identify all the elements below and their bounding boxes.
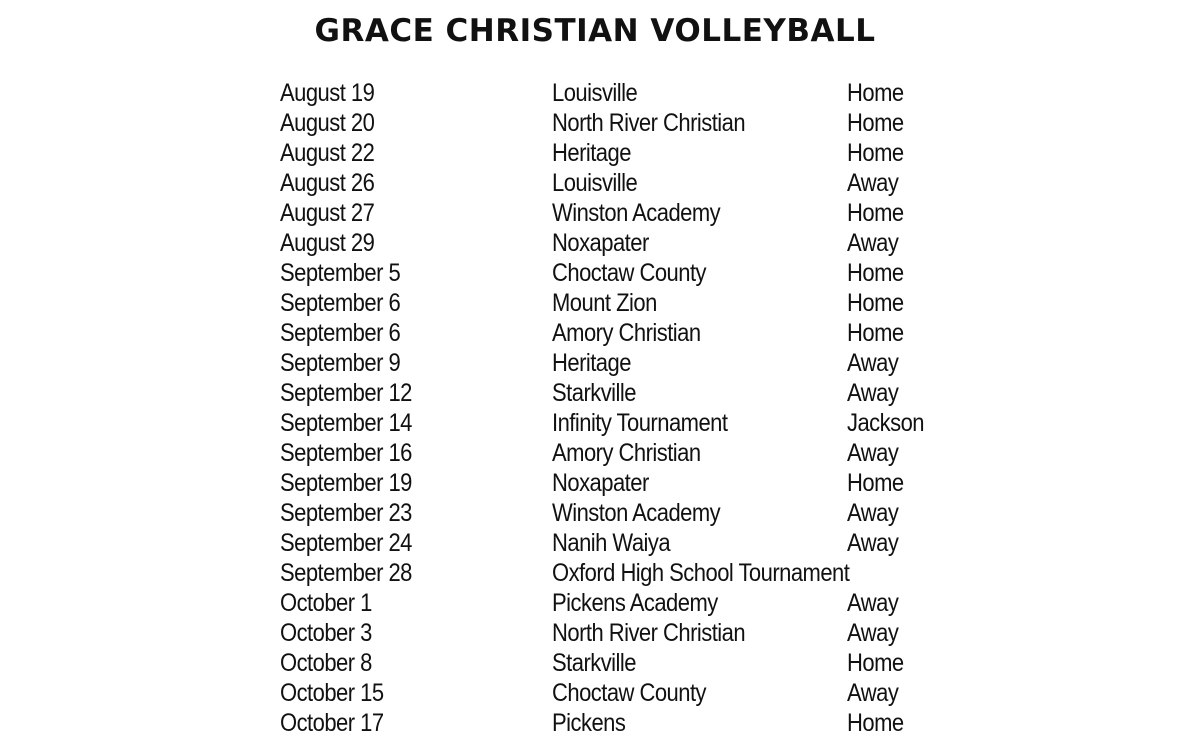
game-location: Home <box>847 199 904 227</box>
game-date: August 19 <box>280 79 375 107</box>
schedule-row <box>280 198 980 228</box>
schedule-row <box>280 168 980 198</box>
game-date: August 26 <box>280 169 375 197</box>
schedule-row <box>280 408 980 438</box>
schedule-row <box>280 258 980 288</box>
game-opponent: Mount Zion <box>552 289 657 317</box>
schedule-row <box>280 318 980 348</box>
game-date: September 6 <box>280 319 401 347</box>
schedule-row <box>280 678 980 708</box>
game-opponent: Amory Christian <box>552 319 701 347</box>
game-date: September 12 <box>280 379 412 407</box>
game-opponent: Winston Academy <box>552 199 721 227</box>
game-location: Away <box>847 349 899 377</box>
game-date: October 17 <box>280 709 384 737</box>
game-date: October 8 <box>280 649 372 677</box>
schedule-list <box>280 78 980 738</box>
game-opponent: Noxapater <box>552 229 649 257</box>
game-date: October 1 <box>280 589 372 617</box>
game-location: Home <box>847 109 904 137</box>
schedule-row <box>280 528 980 558</box>
game-location: Away <box>847 499 899 527</box>
game-opponent: Winston Academy <box>552 499 721 527</box>
game-date: August 29 <box>280 229 375 257</box>
game-location: Away <box>847 679 899 707</box>
game-opponent: Noxapater <box>552 469 649 497</box>
game-date: September 14 <box>280 409 412 437</box>
game-location: Away <box>847 589 899 617</box>
game-location: Home <box>847 469 904 497</box>
game-date: October 15 <box>280 679 384 707</box>
schedule-row <box>280 138 980 168</box>
game-location: Jackson <box>847 409 925 437</box>
game-date: August 20 <box>280 109 375 137</box>
game-date: September 24 <box>280 529 412 557</box>
schedule-row <box>280 378 980 408</box>
schedule-row <box>280 498 980 528</box>
schedule-row <box>280 708 980 738</box>
schedule-row <box>280 228 980 258</box>
game-opponent: Heritage <box>552 349 631 377</box>
game-location: Home <box>847 259 904 287</box>
schedule-row <box>280 648 980 678</box>
game-location: Away <box>847 379 899 407</box>
game-date: September 5 <box>280 259 401 287</box>
game-date: September 19 <box>280 469 412 497</box>
game-location: Away <box>847 529 899 557</box>
game-opponent: Starkville <box>552 379 636 407</box>
game-date: October 3 <box>280 619 372 647</box>
schedule-row <box>280 348 980 378</box>
game-location: Home <box>847 79 904 107</box>
game-opponent: Pickens Academy <box>552 589 718 617</box>
game-opponent: Heritage <box>552 139 631 167</box>
game-opponent: Nanih Waiya <box>552 529 671 557</box>
game-location: Away <box>847 169 899 197</box>
schedule-row <box>280 288 980 318</box>
schedule-row <box>280 558 980 588</box>
game-opponent: North River Christian <box>552 109 746 137</box>
game-date: September 9 <box>280 349 401 377</box>
game-date: September 23 <box>280 499 412 527</box>
game-location: Home <box>847 709 904 737</box>
page-title: GRACE CHRISTIAN VOLLEYBALL <box>314 13 876 49</box>
game-opponent: Oxford High School Tournament <box>552 559 850 587</box>
game-date: September 16 <box>280 439 412 467</box>
game-location: Away <box>847 439 899 467</box>
schedule-row <box>280 588 980 618</box>
game-date: August 27 <box>280 199 375 227</box>
game-location: Away <box>847 229 899 257</box>
game-location: Away <box>847 619 899 647</box>
game-opponent: North River Christian <box>552 619 746 647</box>
game-date: September 6 <box>280 289 401 317</box>
game-location: Home <box>847 289 904 317</box>
schedule-row <box>280 618 980 648</box>
schedule-row <box>280 468 980 498</box>
game-date: August 22 <box>280 139 375 167</box>
game-opponent: Pickens <box>552 709 626 737</box>
game-opponent: Choctaw County <box>552 259 707 287</box>
schedule-row <box>280 78 980 108</box>
game-opponent: Louisville <box>552 169 638 197</box>
schedule-row <box>280 438 980 468</box>
game-location: Home <box>847 649 904 677</box>
game-opponent: Starkville <box>552 649 636 677</box>
game-location: Home <box>847 139 904 167</box>
game-opponent: Infinity Tournament <box>552 409 728 437</box>
game-date: September 28 <box>280 559 412 587</box>
game-opponent: Amory Christian <box>552 439 701 467</box>
game-location: Home <box>847 319 904 347</box>
game-opponent: Choctaw County <box>552 679 707 707</box>
game-opponent: Louisville <box>552 79 638 107</box>
schedule-row <box>280 108 980 138</box>
